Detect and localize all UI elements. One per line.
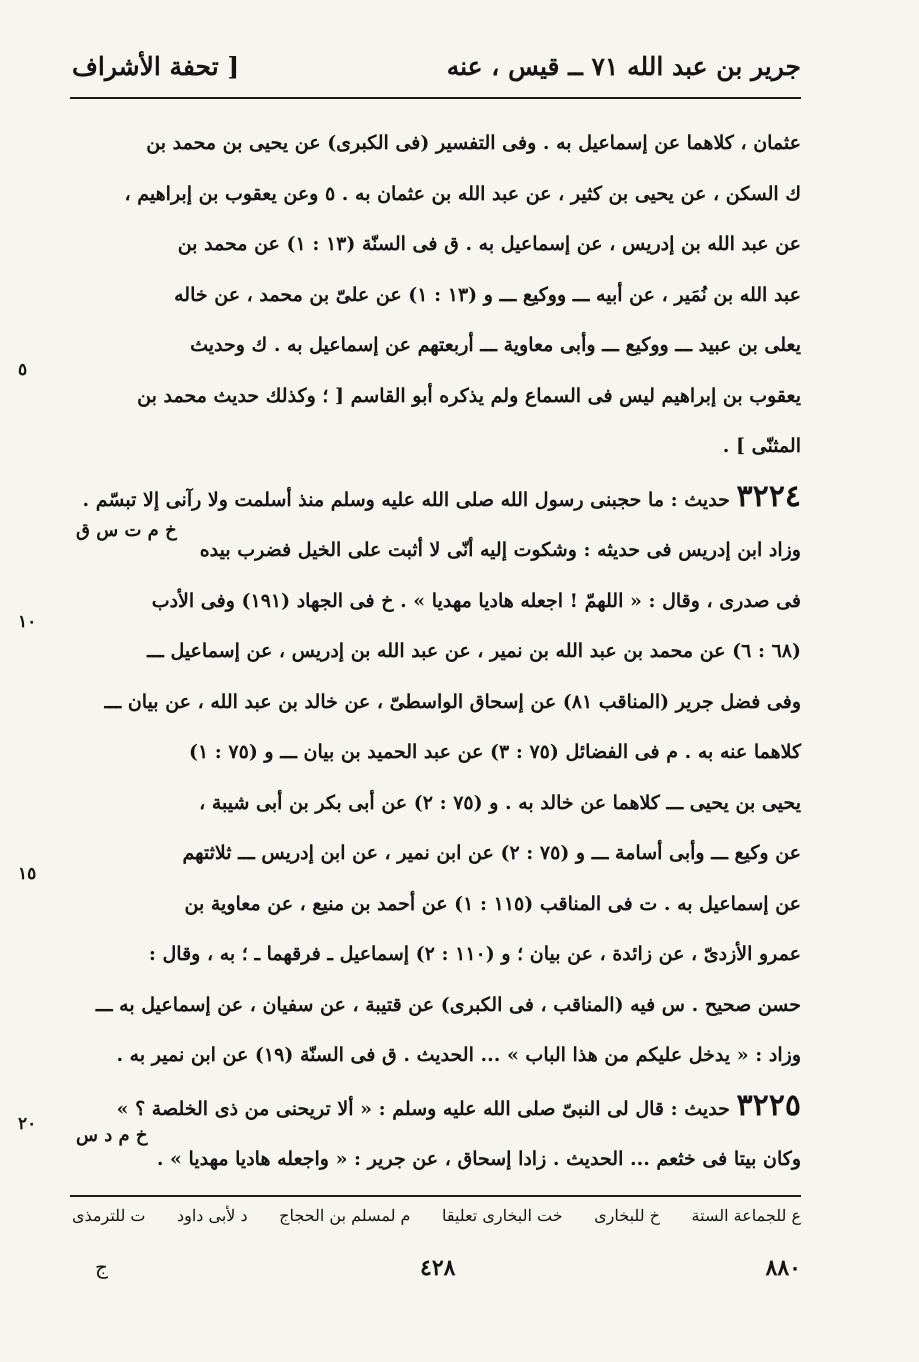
text-line: يعلى بن عبيد ـــ ووكيع ـــ وأبى معاوية ـــ أربعتهم عن إسماعيل به . ك وحديث [190, 334, 801, 356]
footnote-rule [70, 1195, 801, 1197]
text-line: عثمان ، كلاهما عن إسماعيل به . وفى التفسير (فى الكبرى) عن يحيى بن محمد بن [146, 132, 801, 154]
text-line: وزاد : « يدخل عليكم من هذا الباب » ... الحديث . ق فى السنّة (١٩) عن ابن نمير به . [116, 1044, 801, 1066]
page-number-center: ٤٢٨ [420, 1255, 456, 1281]
abbreviation: خت البخارى تعليقا [441, 1206, 563, 1225]
text-line: عن عبد الله بن إدريس ، عن إسماعيل به . ق فى السنّة (١٣ : ١) عن محمد بن [177, 233, 801, 255]
abbreviation: م لمسلم بن الحجاج [279, 1206, 411, 1225]
hadith-number: ٣٢٢٤ [736, 478, 801, 514]
text-line: (٦٨ : ٦) عن محمد بن عبد الله بن نمير ، عن عبد الله بن إدريس ، عن إسماعيل ـــ [147, 640, 801, 662]
text-line: ك السكن ، عن يحيى بن كثير ، عن عبد الله بن عثمان به . ٥ وعن يعقوب بن إبراهيم ، [124, 182, 801, 205]
margin-line-number: ١٠ [18, 612, 37, 632]
running-header-right: جرير بن عبد الله ٧١ ــ قيس ، عنه [446, 52, 801, 81]
text-line: يحيى بن يحيى ـــ كلاهما عن خالد به . و (٧٥ : ٢) عن أبى بكر بن أبى شيبة ، [199, 791, 801, 814]
abbreviation: خ للبخارى [594, 1206, 661, 1225]
volume-mark: ج [95, 1255, 108, 1279]
margin-line-number: ٥ [18, 360, 28, 380]
hadith-heading [72, 1081, 801, 1135]
text-line: وفى فضل جرير (المناقب ٨١) عن إسحاق الواسطىّ ، عن خالد بن عبد الله ، عن بيان ـــ [104, 690, 801, 713]
margin-line-number: ١٥ [18, 864, 37, 884]
text-line: يعقوب بن إبراهيم ليس فى السماع ولم يذكره أبو القاسم [ ؛ وكذلك حديث محمد بن [137, 384, 801, 407]
text-line: حسن صحيح . س فيه (المناقب ، فى الكبرى) عن قتيبة ، عن سفيان ، عن إسماعيل به ـــ [95, 993, 801, 1016]
header-rule [70, 97, 801, 99]
text-line: عن إسماعيل به . ت فى المناقب (١١٥ : ١) عن أحمد بن منيع ، عن معاوية بن [184, 892, 801, 915]
margin-line-number: ٢٠ [18, 1114, 37, 1134]
abbreviation: د لأبى داود [176, 1206, 248, 1225]
abbreviation: ع للجماعة الستة [691, 1206, 801, 1225]
running-header-left: [ تحفة الأشراف [72, 52, 240, 81]
text-line: وزاد ابن إدريس فى حديثه : وشكوت إليه أنّى لا أثبت على الخيل فضرب بيده [199, 539, 801, 561]
text-line: فى صدرى ، وقال : « اللهمّ ! اجعله هاديا مهديا » . خ فى الجهاد (١٩١) وفى الأدب [151, 589, 801, 612]
text-line: كلاهما عنه به . م فى الفضائل (٧٥ : ٣) عن عبد الحميد بن بيان ـــ و (٧٥ : ١) [188, 741, 801, 763]
page-number-right: ٨٨٠ [765, 1255, 801, 1281]
text-line: وكان بيتا فى خثعم ... الحديث . زادا إسحاق ، عن جرير : « واجعله هاديا مهديا » . [156, 1148, 801, 1170]
hadith-lead: حديث : ما حجبنى رسول الله صلى الله عليه وسلم منذ أسلمت ولا رآنى إلا تبسّم . [82, 488, 730, 511]
hadith-number: ٣٢٢٥ [736, 1087, 801, 1123]
text-line: عبد الله بن نُمَير ، عن أبيه ـــ ووكيع ـــ و (١٣ : ١) عن علىّ بن محمد ، عن خاله [174, 283, 801, 306]
text-line: عمرو الأزدىّ ، عن زائدة ، عن بيان ؛ و (١١٠ : ٢) إسماعيل ـ فرقهما ـ ؛ به ، وقال : [148, 943, 801, 965]
hadith-lead: حديث : قال لى النبىّ صلى الله عليه وسلم : « ألا تريحنى من ذى الخلصة ؟ » [116, 1097, 730, 1120]
hadith-heading [72, 472, 801, 526]
hadith-sigla: خ م د س [76, 1125, 148, 1146]
hadith-sigla: خ م ت س ق [76, 520, 177, 541]
text-line: عن وكيع ـــ وأبى أسامة ـــ و (٧٥ : ٢) عن ابن نمير ، عن ابن إدريس ـــ ثلاثتهم [182, 842, 801, 864]
abbreviation: ت للترمذى [72, 1206, 146, 1225]
body-text [72, 118, 801, 1185]
text-line: المثنّى ] . [722, 435, 801, 457]
abbreviation-key [72, 1206, 801, 1225]
